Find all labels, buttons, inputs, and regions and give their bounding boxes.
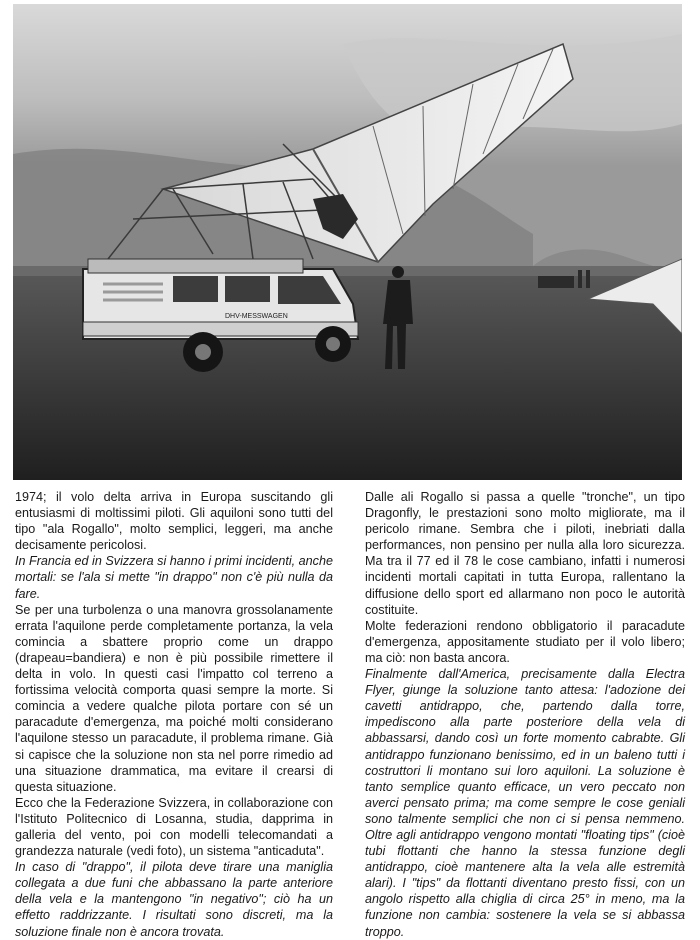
paragraph: Molte federazioni rendono obbligatorio il paracadute d'emergenza, appositamente studiato per il volo libero; ma ciò: non basta ancora. <box>365 618 685 665</box>
paragraph: 1974; il volo delta arriva in Europa suscitando gli entusiasmi di moltissimi piloti. Gli aquiloni sono tutti del tipo "ala Rogallo", molto semplici, leggeri, ma anche decisamente pericolosi. <box>15 490 333 553</box>
paragraph: Se per una turbolenza o una manovra grossolanamente errata l'aquilone perde completamente portanza, la vela comincia a sbattere proprio come un drappo (drapeau=bandiera) e non è più possibile rimettere il delta in volo. In questi casi l'impatto col terreno a fortissima velocità comporta quasi sempre la morte. Si comincia a vedere qualche pilota portare con sé un paracadute d'emergenza, ma poiché molti considerano l'aquilone stesso un paracadute, il problema rimane. Già si capisce che la soluzione non sta nel porre rimedio ad una situazione drammatica, ma evitare il crearsi di questa situazione. <box>15 602 333 794</box>
paragraph: In Francia ed in Svizzera si hanno i primi incidenti, anche mortali: se l'ala si mette "in drappo" non c'è più nulla da fare. <box>15 554 333 601</box>
article-right-column <box>365 489 685 940</box>
paragraph: Dalle ali Rogallo si passa a quelle "tronche", un tipo Dragonfly, le prestazioni sono molto migliorate, ma il pericolo rimane. Sembra che i piloti, inebriati dalla performances, non pensino per nulla alla loro sicurezza. Ma tra il 77 ed il 78 le cose cambiano, infatti i numerosi incidenti mortali capitati in tutta Europa, rallentano la diffusione dello sport ed allarmano non poco le autorità costituite. <box>365 490 685 617</box>
photo-hang-glider-on-van <box>13 4 682 480</box>
article-left-column <box>15 489 333 940</box>
article-photo <box>13 4 682 480</box>
van-logo-text: DHV-MESSWAGEN <box>225 313 288 320</box>
paragraph: In caso di "drappo", il pilota deve tirare una maniglia collegata a due funi che abbassano la parte anteriore della vela e la mantengono "in negativo"; ciò ha un effetto raddrizzante. I risultati sono discreti, ma la soluzione finale non è ancora trovata. <box>15 860 333 939</box>
paragraph: Finalmente dall'America, precisamente dalla Electra Flyer, giunge la soluzione tanto attesa: l'adozione dei cavetti antidrappo, che, partendo dalla torre, impediscono alla parte posteriore della vela di abbassarsi, dando così un forte momento cabrabte. Gli antidrappo funzionano benissimo, ed in un baleno tutti i costruttori li montano sui loro aquiloni. La soluzione è tanto semplice quanto efficace, un vero peccato non averci pensato prima; ma come sempre le cose geniali sono talmente semplici che non ci si pensa nemmeno. Oltre agli antidrappo vengono montati "floating tips" (cioè tubi flottanti che hanno la stessa funzione degli antidrappo, cioè mantenere alta la vela alle estremità alari). I "tips" da flottanti diventano presto fissi, con un angolo rispetto alla chiglia di circa 25° in meno, ma la funzione non cambia: sostenere la vela se si abbassa troppo. <box>365 667 685 939</box>
paragraph: Ecco che la Federazione Svizzera, in collaborazione con l'Istituto Politecnico di Losanna, studia, dapprima in galleria del vento, poi con modelli telecomandati a grandezza naturale (vedi foto), un sistema "anticaduta". <box>15 795 333 859</box>
